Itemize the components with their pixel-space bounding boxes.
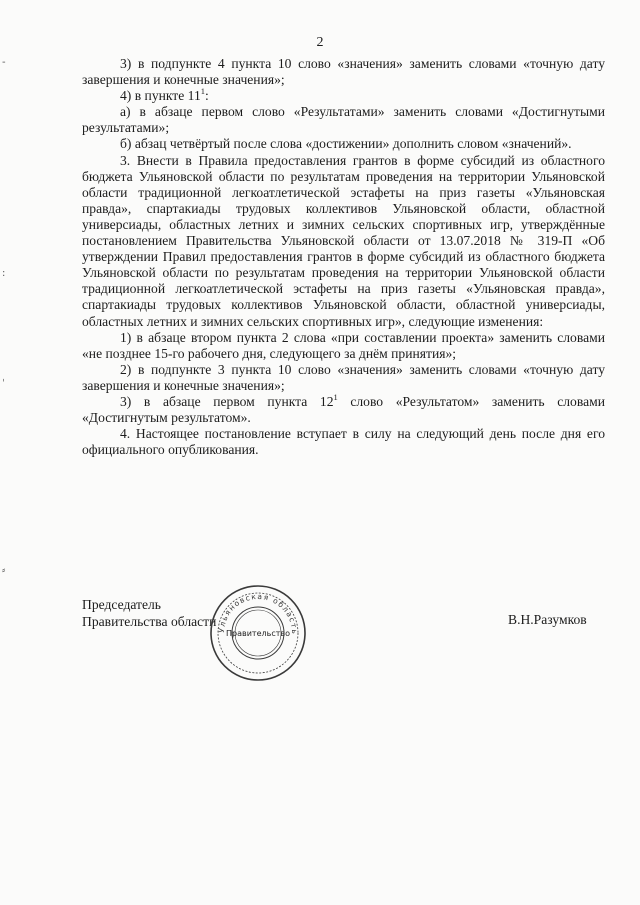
scan-mark-3: ˌ	[2, 372, 5, 383]
scan-mark-4: ⸗	[2, 565, 6, 576]
scan-mark-2: :	[2, 268, 6, 279]
seal-center-text: Правительство	[226, 629, 290, 638]
paragraph-1: 3) в подпункте 4 пункта 10 слово «значения» заменить словами «точную дату завершения и конечные значения»;	[82, 56, 605, 88]
paragraph-2-text: 4) в пункте 11	[120, 88, 201, 104]
paragraph-6: 1) в абзаце втором пункта 2 слова «при составлении проекта» заменить словами «не позднее 15-го рабочего дня, следующего за днём принятия»;	[82, 329, 605, 361]
paragraph-9: 4. Настоящее постановление вступает в силу на следующий день после дня его официального опубликования.	[82, 426, 605, 458]
paragraph-2	[82, 88, 605, 104]
paragraph-8-superscript: 1	[333, 391, 338, 402]
signatory-title-line-2: Правительства области	[82, 614, 217, 629]
paragraph-8	[82, 391, 605, 426]
paragraph-5: 3. Внести в Правила предоставления грантов в форме субсидий из областного бюджета Ульяновской области по результатам проведения на территории Ульяновской области традиционной легкоатлетической эстафеты на приз газеты «Ульяновская правда», спартакиады трудовых коллективов Ульяновской области, областной универсиады, областных летних и зимних сельских спортивных игр, утверждённые постановлением Правительства Ульяновской области от 13.07.2018 № 319-П «Об утверждении Правил предоставления грантов в форме субсидий из областного бюджета Ульяновской области по результатам проведения на территории Ульяновской области традиционной легкоатлетической эстафеты на приз газеты «Ульяновская правда», спартакиады трудовых коллективов Ульяновской области, областной универсиады, областных летних и зимних сельских спортивных игр», следующие изменения:	[82, 152, 605, 329]
official-seal-stamp	[208, 583, 308, 683]
signatory-name: В.Н.Разумков	[508, 612, 587, 627]
signatory-title	[82, 596, 216, 630]
signatory-title-line-1: Председатель	[82, 597, 161, 612]
paragraph-2-end: :	[205, 88, 209, 104]
paragraph-2-superscript: 1	[200, 86, 206, 97]
paragraph-7: 2) в подпункте 3 пункта 10 слово «значения» заменить словами «точную дату завершения и конечные значения»;	[82, 361, 605, 393]
seal-ring-text: Ульяновская область	[216, 591, 300, 636]
document-body	[82, 56, 605, 458]
paragraph-4: б) абзац четвёртый после слова «достижении» дополнить словом «значений».	[120, 136, 572, 152]
paragraph-8-end: слово «Результатом» заменить словами «Достигнутым результатом».	[82, 393, 605, 426]
paragraph-3: а) в абзаце первом слово «Результатами» заменить словами «Достигнутыми результатами»;	[82, 104, 605, 136]
page-number: 2	[316, 35, 324, 50]
paragraph-8-text: 3) в абзаце первом пункта 12	[120, 393, 334, 409]
scan-mark-1: ‐	[2, 57, 6, 68]
